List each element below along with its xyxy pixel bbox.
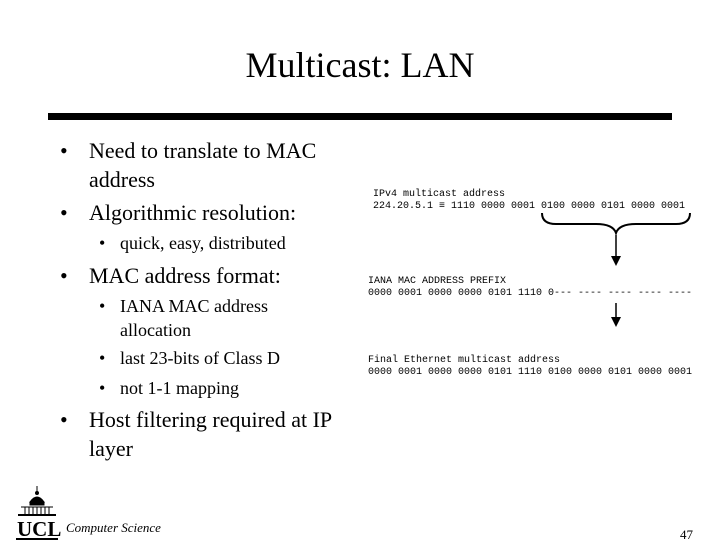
sub-bullet-iana: • IANA MAC address allocation [99,296,268,340]
bullet-dot-icon: • [60,138,68,163]
sub-bullet-dot-icon: • [99,296,106,316]
ipv4-label: IPv4 multicast address [373,189,506,200]
down-arrow-icon [611,303,621,327]
curly-brace-icon [542,213,690,233]
bullet-dot-icon: • [60,200,68,225]
sub-bullet-dot-icon: • [99,233,106,253]
ucl-logo-text: UCL [17,517,62,541]
bullet-host-filtering: • Host filtering required at IP layer [60,407,332,461]
final-mac-label: Final Ethernet multicast address [368,355,561,366]
ipv4-value: 224.20.5.1 ≡ 1110 0000 0001 0100 0000 0101 0000 0001 [373,201,686,212]
page-number: 47 [680,527,693,542]
sub-bullet-not-1-1: • not 1-1 mapping [99,378,239,398]
sub-bullet-last-23: • last 23-bits of Class D [99,348,280,368]
sub-bullet-dot-icon: • [99,378,106,398]
down-arrow-icon [611,235,621,266]
bullet-dot-icon: • [60,263,68,288]
final-mac-value: 0000 0001 0000 0000 0101 1110 0100 0000 0101 0000 0001 [368,367,693,378]
bullet-translate-mac: • Need to translate to MAC address [60,138,317,192]
mac-prefix-value: 0000 0001 0000 0000 0101 1110 0--- ---- ---- ---- ---- [368,288,693,299]
footer-department: Computer Science [66,520,161,535]
slide-title: Multicast: LAN [245,45,475,85]
mac-prefix-label: IANA MAC ADDRESS PREFIX [368,276,507,287]
bullet-dot-icon: • [60,407,68,432]
ucl-dome-logo [18,486,56,515]
bullet-algorithmic: • Algorithmic resolution: [60,200,297,225]
sub-bullet-quick: • quick, easy, distributed [99,233,286,253]
bullet-mac-format: • MAC address format: [60,263,281,288]
sub-bullet-dot-icon: • [99,348,106,368]
